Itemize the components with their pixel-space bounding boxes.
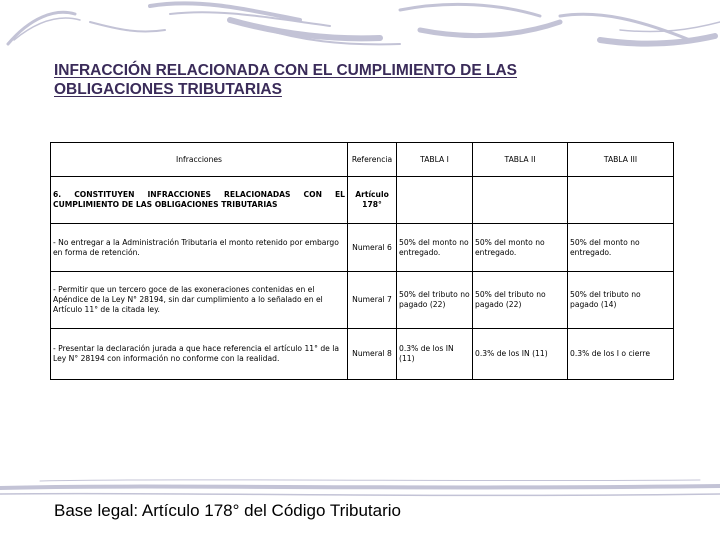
infractions-table: [50, 142, 674, 380]
tabla-3-cell: 50% del tributo no pagado (14): [568, 272, 674, 329]
page-title-line-1: INFRACCIÓN RELACIONADA CON EL CUMPLIMIENTO DE LAS: [54, 62, 517, 79]
page-title-line-2: OBLIGACIONES TRIBUTARIAS: [54, 81, 282, 98]
header-tabla-1: TABLA I: [397, 143, 473, 177]
tabla-2-cell: [473, 177, 568, 224]
header-tabla-3: TABLA III: [568, 143, 674, 177]
referencia-cell: Numeral 8: [348, 329, 397, 380]
tabla-2-cell: 50% del tributo no pagado (22): [473, 272, 568, 329]
header-referencia: Referencia: [348, 143, 397, 177]
tabla-3-cell: [568, 177, 674, 224]
tabla-2-cell: 50% del monto no entregado.: [473, 224, 568, 272]
tabla-1-cell: 50% del tributo no pagado (22): [397, 272, 473, 329]
referencia-cell: Numeral 6: [348, 224, 397, 272]
tabla-3-cell: 50% del monto no entregado.: [568, 224, 674, 272]
header-infracciones: Infracciones: [51, 143, 348, 177]
infraccion-cell: 6. CONSTITUYEN INFRACCIONES RELACIONADAS CON EL CUMPLIMIENTO DE LAS OBLIGACIONES TRIBUTARIAS: [51, 177, 348, 224]
tabla-1-cell: 50% del monto no entregado.: [397, 224, 473, 272]
infraccion-cell: - Permitir que un tercero goce de las exoneraciones contenidas en el Apéndice de la Ley N° 28194, sin dar cumplimiento a lo señalado en el Artículo 11° de la citada ley.: [51, 272, 348, 329]
table-row: [51, 272, 674, 329]
legal-basis-footer: Base legal: Artículo 178° del Código Tributario: [54, 501, 402, 520]
referencia-cell: Artículo 178°: [348, 177, 397, 224]
page-title: [54, 61, 654, 99]
infraccion-cell: - Presentar la declaración jurada a que hace referencia el artículo 11° de la Ley N° 28194 con información no conforme con la realidad.: [51, 329, 348, 380]
table-row: [51, 329, 674, 380]
referencia-cell: Numeral 7: [348, 272, 397, 329]
header-tabla-2: TABLA II: [473, 143, 568, 177]
table-row: [51, 224, 674, 272]
table-row: [51, 177, 674, 224]
tabla-3-cell: 0.3% de los I o cierre: [568, 329, 674, 380]
tabla-1-cell: [397, 177, 473, 224]
infraccion-cell: - No entregar a la Administración Tributaria el monto retenido por embargo en forma de retención.: [51, 224, 348, 272]
tabla-2-cell: 0.3% de los IN (11): [473, 329, 568, 380]
tabla-1-cell: 0.3% de los IN (11): [397, 329, 473, 380]
table-header-row: [51, 143, 674, 177]
